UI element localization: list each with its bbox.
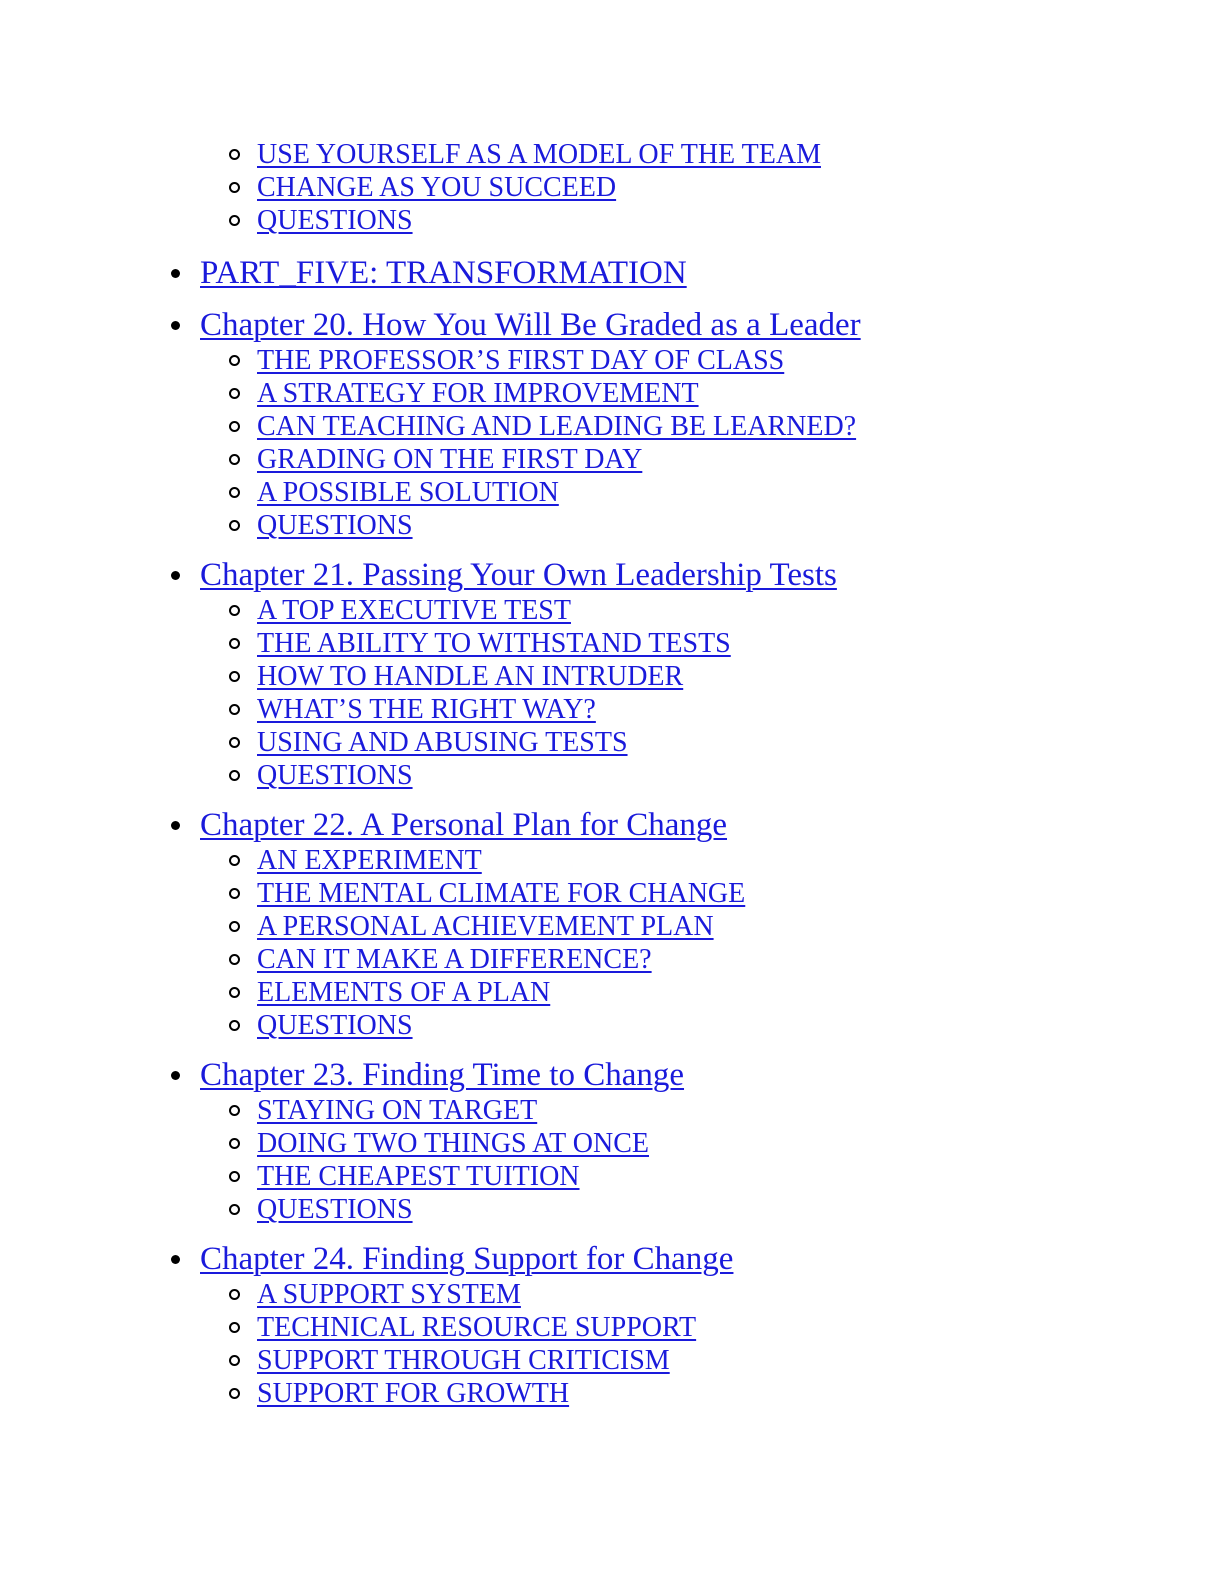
- toc-subitem: [0, 377, 1224, 410]
- toc-subitem-link[interactable]: A POSSIBLE SOLUTION: [257, 477, 559, 508]
- toc-subitem: [0, 844, 1224, 877]
- toc-subitem-link[interactable]: QUESTIONS: [257, 510, 413, 541]
- toc-subitem-link[interactable]: AN EXPERIMENT: [257, 845, 482, 876]
- toc-subitem-link[interactable]: SUPPORT FOR GROWTH: [257, 1378, 570, 1409]
- filled-bullet-icon: [171, 1255, 180, 1264]
- toc-subitem: [0, 1009, 1224, 1042]
- hollow-bullet-icon: [229, 487, 240, 498]
- hollow-bullet-icon: [229, 770, 240, 781]
- hollow-bullet-icon: [229, 149, 240, 160]
- toc-chapter-link[interactable]: Chapter 20. How You Will Be Graded as a Leader: [200, 307, 861, 343]
- filled-bullet-icon: [171, 821, 180, 830]
- toc-chapter-group: [0, 1057, 1224, 1226]
- toc-subitem-link[interactable]: STAYING ON TARGET: [257, 1095, 538, 1126]
- toc-chapter-group: [0, 807, 1224, 1042]
- toc-chapter: [0, 1241, 1224, 1278]
- chapter-list: [0, 255, 1224, 1410]
- toc-chapter-group: [0, 1241, 1224, 1410]
- continued-section-list: [0, 138, 1224, 239]
- toc-subitem-link[interactable]: A PERSONAL ACHIEVEMENT PLAN: [257, 911, 714, 942]
- hollow-bullet-icon: [229, 1138, 240, 1149]
- filled-bullet-icon: [171, 571, 180, 580]
- toc-subitem: [0, 344, 1224, 377]
- filled-bullet-icon: [171, 269, 180, 278]
- toc-subitem: [0, 1377, 1224, 1410]
- toc-subitem-link[interactable]: QUESTIONS: [257, 760, 413, 791]
- hollow-bullet-icon: [229, 1020, 240, 1031]
- filled-bullet-icon: [171, 321, 180, 330]
- table-of-contents: [0, 138, 1224, 1410]
- toc-subitem-link[interactable]: SUPPORT THROUGH CRITICISM: [257, 1345, 670, 1376]
- toc-chapter: [0, 255, 1224, 292]
- hollow-bullet-icon: [229, 421, 240, 432]
- hollow-bullet-icon: [229, 1355, 240, 1366]
- hollow-bullet-icon: [229, 855, 240, 866]
- hollow-bullet-icon: [229, 388, 240, 399]
- hollow-bullet-icon: [229, 1289, 240, 1300]
- toc-subitem: [0, 1344, 1224, 1377]
- hollow-bullet-icon: [229, 355, 240, 366]
- toc-subitem: [0, 759, 1224, 792]
- toc-subitem: [0, 594, 1224, 627]
- toc-subitem-link[interactable]: THE CHEAPEST TUITION: [257, 1161, 580, 1192]
- toc-chapter: [0, 807, 1224, 844]
- hollow-bullet-icon: [229, 520, 240, 531]
- hollow-bullet-icon: [229, 954, 240, 965]
- toc-subitem: [0, 204, 1224, 237]
- toc-chapter-link[interactable]: Chapter 23. Finding Time to Change: [200, 1057, 685, 1093]
- toc-subitem: [0, 693, 1224, 726]
- toc-subitem-link[interactable]: THE MENTAL CLIMATE FOR CHANGE: [257, 878, 746, 909]
- toc-subitem-link[interactable]: WHAT’S THE RIGHT WAY?: [257, 694, 596, 725]
- toc-subitem: [0, 910, 1224, 943]
- hollow-bullet-icon: [229, 1204, 240, 1215]
- toc-chapter-link[interactable]: Chapter 24. Finding Support for Change: [200, 1241, 734, 1277]
- toc-subitem-link[interactable]: ELEMENTS OF A PLAN: [257, 977, 551, 1008]
- toc-subitem: [0, 627, 1224, 660]
- toc-subitem: [0, 1311, 1224, 1344]
- filled-bullet-icon: [171, 1071, 180, 1080]
- toc-subitem: [0, 943, 1224, 976]
- toc-subitem-link[interactable]: QUESTIONS: [257, 1194, 413, 1225]
- hollow-bullet-icon: [229, 1105, 240, 1116]
- toc-chapter: [0, 1057, 1224, 1094]
- hollow-bullet-icon: [229, 215, 240, 226]
- toc-subitem: [0, 1094, 1224, 1127]
- toc-subitem-link[interactable]: TECHNICAL RESOURCE SUPPORT: [257, 1312, 697, 1343]
- toc-subitem-link[interactable]: THE ABILITY TO WITHSTAND TESTS: [257, 628, 731, 659]
- hollow-bullet-icon: [229, 704, 240, 715]
- hollow-bullet-icon: [229, 1322, 240, 1333]
- toc-chapter: [0, 557, 1224, 594]
- toc-subitem: [0, 1127, 1224, 1160]
- toc-subitem-link[interactable]: QUESTIONS: [257, 205, 413, 236]
- toc-chapter-link[interactable]: Chapter 21. Passing Your Own Leadership Tests: [200, 557, 837, 593]
- toc-subitem-link[interactable]: CAN IT MAKE A DIFFERENCE?: [257, 944, 652, 975]
- toc-subitem: [0, 1193, 1224, 1226]
- toc-subitem-link[interactable]: CHANGE AS YOU SUCCEED: [257, 172, 617, 203]
- toc-subitem: [0, 509, 1224, 542]
- toc-chapter-group: [0, 557, 1224, 792]
- toc-subitem: [0, 1160, 1224, 1193]
- toc-subitem-link[interactable]: THE PROFESSOR’S FIRST DAY OF CLASS: [257, 345, 785, 376]
- toc-subitem: [0, 443, 1224, 476]
- toc-chapter-group: [0, 255, 1224, 292]
- hollow-bullet-icon: [229, 737, 240, 748]
- toc-subitem-link[interactable]: A SUPPORT SYSTEM: [257, 1279, 521, 1310]
- toc-subitem-link[interactable]: A TOP EXECUTIVE TEST: [257, 595, 571, 626]
- toc-chapter-group: [0, 307, 1224, 542]
- toc-subitem: [0, 726, 1224, 759]
- toc-chapter-link[interactable]: PART_FIVE: TRANSFORMATION: [200, 255, 687, 291]
- toc-subitem-link[interactable]: A STRATEGY FOR IMPROVEMENT: [257, 378, 699, 409]
- hollow-bullet-icon: [229, 921, 240, 932]
- toc-subitem: [0, 877, 1224, 910]
- hollow-bullet-icon: [229, 605, 240, 616]
- hollow-bullet-icon: [229, 888, 240, 899]
- hollow-bullet-icon: [229, 182, 240, 193]
- toc-subitem: [0, 1278, 1224, 1311]
- hollow-bullet-icon: [229, 1388, 240, 1399]
- toc-chapter-link[interactable]: Chapter 22. A Personal Plan for Change: [200, 807, 728, 843]
- toc-subitem-link[interactable]: HOW TO HANDLE AN INTRUDER: [257, 661, 684, 692]
- toc-subitem: [0, 976, 1224, 1009]
- toc-subitem: [0, 660, 1224, 693]
- hollow-bullet-icon: [229, 638, 240, 649]
- toc-subitem-link[interactable]: QUESTIONS: [257, 1010, 413, 1041]
- hollow-bullet-icon: [229, 987, 240, 998]
- toc-subitem: [0, 171, 1224, 204]
- toc-chapter: [0, 307, 1224, 344]
- toc-subitem: [0, 476, 1224, 509]
- toc-subitem-link[interactable]: CAN TEACHING AND LEADING BE LEARNED?: [257, 411, 857, 442]
- hollow-bullet-icon: [229, 671, 240, 682]
- toc-subitem-link[interactable]: GRADING ON THE FIRST DAY: [257, 444, 643, 475]
- hollow-bullet-icon: [229, 1171, 240, 1182]
- toc-subitem: [0, 138, 1224, 171]
- toc-subitem-link[interactable]: USE YOURSELF AS A MODEL OF THE TEAM: [257, 139, 821, 170]
- toc-subitem: [0, 410, 1224, 443]
- toc-subitem-link[interactable]: DOING TWO THINGS AT ONCE: [257, 1128, 649, 1159]
- hollow-bullet-icon: [229, 454, 240, 465]
- toc-subitem-link[interactable]: USING AND ABUSING TESTS: [257, 727, 628, 758]
